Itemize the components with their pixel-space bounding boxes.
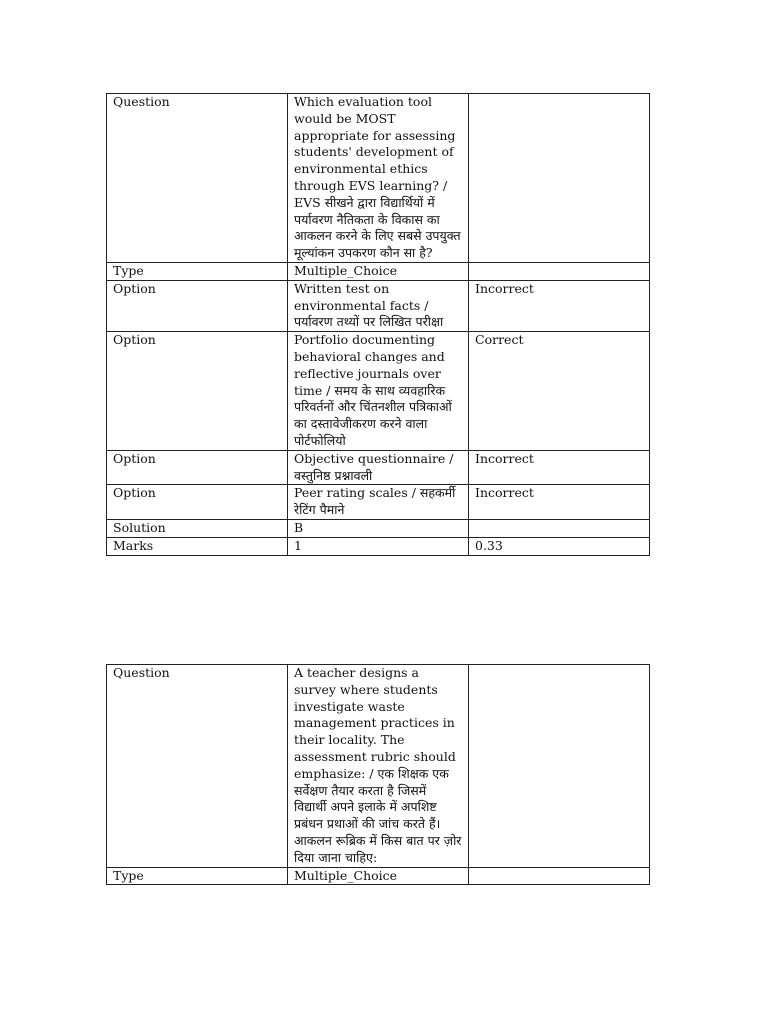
table-row-question	[107, 94, 650, 263]
row-label: Option	[107, 485, 288, 520]
question-table-2	[106, 664, 650, 885]
row-label: Type	[107, 867, 288, 885]
question-text: A teacher designs a survey where students investigate waste management practices in their locality. The assessment rubric should emphasize: / एक शिक्षक एक सर्वेक्षण तैयार करता है जिसमें विद्यार्थी अपने इलाके में अपशिष्ट प्रबंधन प्रथाओं की जांच करते हैं। आकलन रूब्रिक में किस बात पर ज़ोर दिया जाना चाहिए:	[288, 665, 469, 868]
table-row-option	[107, 450, 650, 485]
table-row-option	[107, 485, 650, 520]
option-status: Incorrect	[469, 485, 650, 520]
empty-cell	[469, 519, 650, 537]
table-row-option	[107, 332, 650, 451]
row-label: Marks	[107, 537, 288, 555]
option-text: Written test on environmental facts / पर्यावरण तथ्यों पर लिखित परीक्षा	[288, 280, 469, 331]
row-label: Option	[107, 332, 288, 451]
option-status: Correct	[469, 332, 650, 451]
option-text: Portfolio documenting behavioral changes and reflective journals over time / समय के साथ व्यवहारिक परिवर्तनों और चिंतनशील पत्रिकाओं का दस्तावेजीकरण करने वाला पोर्टफोलियो	[288, 332, 469, 451]
marks-value: 1	[288, 537, 469, 555]
table-row-solution	[107, 519, 650, 537]
question-type: Multiple_Choice	[288, 867, 469, 885]
row-label: Question	[107, 665, 288, 868]
question-text: Which evaluation tool would be MOST appropriate for assessing students' development of environmental ethics through EVS learning? / EVS सीखने द्वारा विद्यार्थियों में पर्यावरण नैतिकता के विकास का आकलन करने के लिए सबसे उपयुक्त मूल्यांकन उपकरण कौन सा है?	[288, 94, 469, 263]
question-type: Multiple_Choice	[288, 262, 469, 280]
row-label: Option	[107, 280, 288, 331]
solution-value: B	[288, 519, 469, 537]
empty-cell	[469, 94, 650, 263]
row-label: Type	[107, 262, 288, 280]
table-row-type	[107, 262, 650, 280]
row-label: Question	[107, 94, 288, 263]
empty-cell	[469, 867, 650, 885]
row-label: Option	[107, 450, 288, 485]
table-row-marks	[107, 537, 650, 555]
option-status: Incorrect	[469, 450, 650, 485]
option-text: Objective questionnaire / वस्तुनिष्ठ प्रश्नावली	[288, 450, 469, 485]
row-label: Solution	[107, 519, 288, 537]
question-table-1	[106, 93, 650, 556]
empty-cell	[469, 262, 650, 280]
table-row-question	[107, 665, 650, 868]
table-row-option	[107, 280, 650, 331]
option-text: Peer rating scales / सहकर्मी रेटिंग पैमाने	[288, 485, 469, 520]
empty-cell	[469, 665, 650, 868]
negative-marks-value: 0.33	[469, 537, 650, 555]
option-status: Incorrect	[469, 280, 650, 331]
table-row-type	[107, 867, 650, 885]
